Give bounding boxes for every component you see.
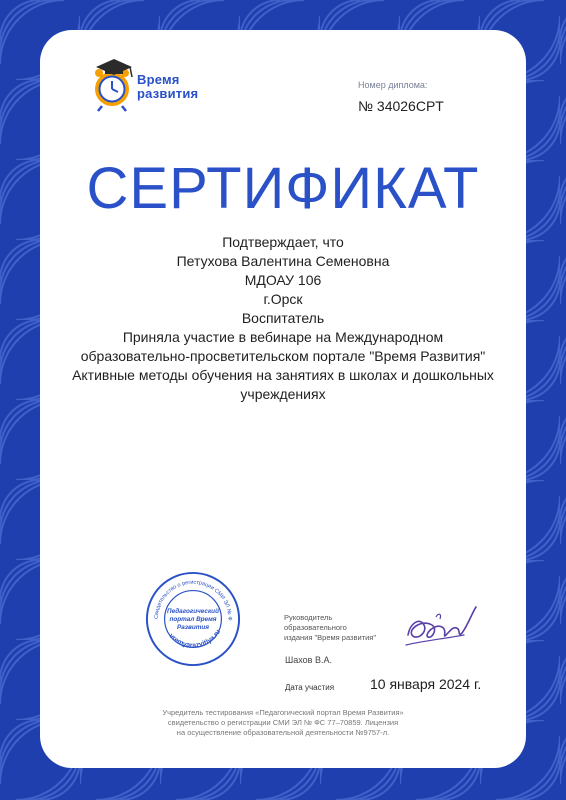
official-stamp xyxy=(144,570,242,668)
stamp-ring-text: Свидетельство о регистрации СМИ ЭЛ № Ф xyxy=(153,579,233,621)
footer-line3: на осуществление образовательной деятельности №9757-л. xyxy=(176,728,390,737)
body-line-webinar-title: Активные методы обучения на занятиях в школах и дошкольных xyxy=(72,367,494,383)
participation-date: 10 января 2024 г. xyxy=(370,676,482,692)
stamp-center-line1: Педагогический xyxy=(167,608,219,616)
brand-name-line2: развития xyxy=(137,86,199,101)
head-title-line1: Руководитель xyxy=(284,613,333,622)
certificate-title: СЕРТИФИКАТ xyxy=(86,156,480,221)
stamp-website: vremyarazvitiya.ru xyxy=(167,628,223,650)
footer-line2: свидетельство о регистрации СМИ ЭЛ № ФС 77–70859. Лицензия xyxy=(167,718,399,727)
body-line-position: Воспитатель xyxy=(241,310,325,326)
head-name: Шахов В.А. xyxy=(285,655,332,665)
footer-line1: Учредитель тестирования «Педагогический портал Время Развития» xyxy=(162,708,404,717)
head-title xyxy=(284,613,394,643)
diploma-number-label: Номер диплома: xyxy=(358,80,428,90)
certificate-card xyxy=(40,30,526,768)
participation-date-label: Дата участия xyxy=(285,683,335,692)
svg-text:vremyarazvitiya.ru xyxy=(167,629,222,650)
stamp-center-line3: Развития xyxy=(176,623,210,631)
body-line-confirms: Подтверждает, что xyxy=(222,234,344,250)
body-line-portal: образовательно-просветительском портале "Время Развития" xyxy=(80,348,486,364)
head-title-line2: образовательного xyxy=(284,623,347,632)
body-line-participation: Приняла участие в вебинаре на Международном xyxy=(122,329,444,345)
body-line-city: г.Орск xyxy=(263,291,303,307)
signature-image xyxy=(402,595,482,655)
brand-logo xyxy=(90,55,230,115)
clock-logo-icon xyxy=(90,55,140,115)
body-line-webinar-title-cont: учреждениях xyxy=(240,386,326,402)
body-line-organization: МДОАУ 106 xyxy=(244,272,322,288)
footer-legal-text xyxy=(40,708,526,738)
diploma-number: № 34026CPT xyxy=(358,98,444,114)
stamp-center-line2: портал Время xyxy=(169,615,217,623)
certificate-body xyxy=(50,233,516,404)
body-line-recipient-name: Петухова Валентина Семеновна xyxy=(176,253,390,269)
brand-name-line1: Время xyxy=(137,72,180,87)
brand-name xyxy=(137,73,198,101)
head-title-line3: издания "Время развития" xyxy=(284,633,377,642)
